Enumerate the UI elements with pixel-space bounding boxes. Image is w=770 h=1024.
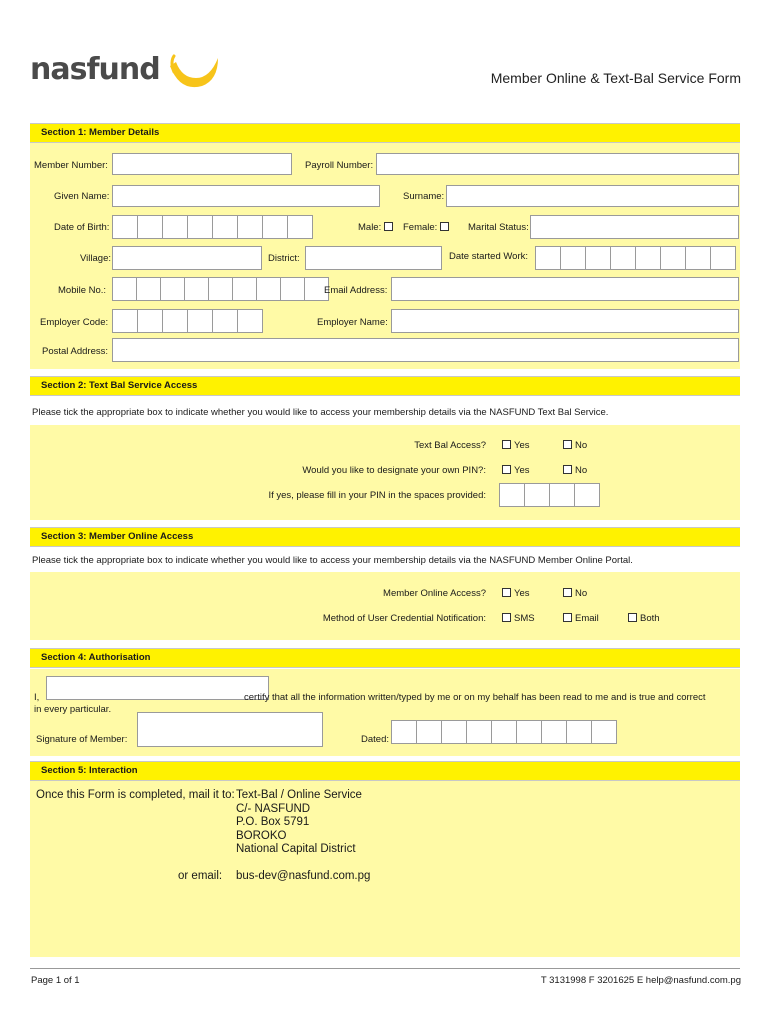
marital-status-field[interactable] bbox=[530, 215, 739, 239]
pin-no-option[interactable] bbox=[563, 465, 587, 476]
textbal-yes-option[interactable] bbox=[502, 440, 530, 451]
section3-title: Section 3: Member Online Access bbox=[41, 531, 194, 542]
textbal-no-checkbox[interactable] bbox=[563, 440, 572, 449]
payroll-number-label: Payroll Number: bbox=[305, 160, 374, 171]
online-no-option[interactable] bbox=[563, 588, 587, 599]
i-label: I, bbox=[34, 692, 40, 703]
section2-title: Section 2: Text Bal Service Access bbox=[41, 380, 198, 391]
pin-fill-label: If yes, please fill in your PIN in the spaces provided: bbox=[268, 490, 486, 501]
section1-title: Section 1: Member Details bbox=[41, 127, 160, 138]
section4-header bbox=[30, 648, 740, 668]
sms-option[interactable] bbox=[502, 613, 535, 624]
village-label: Village: bbox=[80, 253, 111, 264]
no-label: No bbox=[575, 440, 588, 451]
mail-instructions-label: Once this Form is completed, mail it to: bbox=[36, 789, 235, 801]
online-no-checkbox[interactable] bbox=[563, 588, 572, 597]
email-option-label: Email bbox=[575, 613, 599, 624]
given-name-field[interactable] bbox=[112, 185, 380, 207]
member-number-field[interactable] bbox=[112, 153, 292, 175]
section3-panel bbox=[30, 572, 740, 640]
dob-label: Date of Birth: bbox=[54, 222, 110, 233]
surname-field[interactable] bbox=[446, 185, 739, 207]
or-email-label: or email: bbox=[178, 870, 223, 882]
female-checkbox[interactable] bbox=[440, 222, 449, 231]
pin-yes-checkbox[interactable] bbox=[502, 465, 511, 474]
form-title: Member Online & Text-Bal Service Form bbox=[490, 70, 741, 86]
yes-label: Yes bbox=[514, 465, 530, 476]
yes-label: Yes bbox=[514, 440, 530, 451]
pin-no-checkbox[interactable] bbox=[563, 465, 572, 474]
mail-address bbox=[236, 789, 362, 857]
pin-cells[interactable] bbox=[499, 483, 599, 507]
pin-yes-option[interactable] bbox=[502, 465, 530, 476]
no-label: No bbox=[575, 465, 588, 476]
address-line: BOROKO bbox=[236, 829, 287, 842]
member-name-field[interactable] bbox=[46, 676, 269, 700]
section2-intro: Please tick the appropriate box to indicate whether you would like to access your membership details via the NASFUND Text Bal Service. bbox=[32, 407, 609, 418]
marital-status-label: Marital Status: bbox=[468, 222, 529, 233]
section3-header bbox=[30, 527, 740, 547]
female-label: Female: bbox=[403, 222, 438, 233]
both-label: Both bbox=[640, 613, 660, 624]
contact-email-link[interactable]: bus-dev@nasfund.com.pg bbox=[236, 870, 371, 882]
section5-panel bbox=[30, 781, 740, 957]
textbal-yes-checkbox[interactable] bbox=[502, 440, 511, 449]
employer-name-field[interactable] bbox=[391, 309, 739, 333]
male-label: Male: bbox=[358, 222, 382, 233]
credential-method-label: Method of User Credential Notification: bbox=[322, 613, 486, 624]
village-field[interactable] bbox=[112, 246, 262, 270]
postal-label: Postal Address: bbox=[42, 346, 109, 357]
signature-label: Signature of Member: bbox=[36, 734, 128, 745]
sms-checkbox[interactable] bbox=[502, 613, 511, 622]
dated-label: Dated: bbox=[361, 734, 389, 745]
online-yes-option[interactable] bbox=[502, 588, 530, 599]
payroll-number-field[interactable] bbox=[376, 153, 739, 175]
textbal-access-label: Text Bal Access? bbox=[414, 440, 486, 451]
section5-header bbox=[30, 761, 740, 781]
sun-icon bbox=[166, 52, 220, 92]
both-option[interactable] bbox=[628, 613, 660, 624]
signature-field[interactable] bbox=[137, 712, 323, 747]
address-line: P.O. Box 5791 bbox=[236, 816, 310, 828]
email-label: Email Address: bbox=[324, 285, 388, 296]
postal-field[interactable] bbox=[112, 338, 739, 362]
section4-panel bbox=[30, 669, 740, 756]
address-line: National Capital District bbox=[236, 843, 356, 855]
brand-logo-text: nasfund bbox=[30, 52, 160, 87]
dated-cells[interactable] bbox=[391, 720, 616, 744]
surname-label: Surname: bbox=[403, 191, 445, 202]
both-checkbox[interactable] bbox=[628, 613, 637, 622]
district-label: District: bbox=[268, 253, 300, 264]
date-started-cells[interactable] bbox=[535, 246, 735, 270]
online-yes-checkbox[interactable] bbox=[502, 588, 511, 597]
mobile-cells[interactable] bbox=[112, 277, 328, 301]
dob-cells[interactable] bbox=[112, 215, 312, 239]
email-checkbox[interactable] bbox=[563, 613, 572, 622]
district-field[interactable] bbox=[305, 246, 442, 270]
email-field[interactable] bbox=[391, 277, 739, 301]
male-checkbox[interactable] bbox=[384, 222, 393, 231]
footer-contact: T 3131998 F 3201625 E help@nasfund.com.pg bbox=[540, 975, 741, 986]
employer-code-cells[interactable] bbox=[112, 309, 262, 333]
textbal-no-option[interactable] bbox=[563, 440, 587, 451]
email-option[interactable] bbox=[563, 613, 599, 624]
no-label: No bbox=[575, 588, 588, 599]
member-number-label: Member Number: bbox=[34, 160, 108, 171]
mobile-label: Mobile No.: bbox=[58, 285, 107, 296]
section5-title: Section 5: Interaction bbox=[41, 765, 138, 776]
employer-code-label: Employer Code: bbox=[40, 317, 109, 328]
footer-divider bbox=[30, 968, 740, 969]
page-number: Page 1 of 1 bbox=[31, 975, 80, 986]
section2-header bbox=[30, 376, 740, 396]
section3-intro: Please tick the appropriate box to indicate whether you would like to access your membership details via the NASFUND Member Online Portal. bbox=[32, 555, 633, 566]
address-line: Text-Bal / Online Service bbox=[236, 789, 362, 801]
section4-title: Section 4: Authorisation bbox=[41, 652, 151, 663]
male-option[interactable] bbox=[358, 222, 396, 233]
given-name-label: Given Name: bbox=[54, 191, 110, 202]
section2-panel bbox=[30, 425, 740, 520]
employer-name-label: Employer Name: bbox=[317, 317, 388, 328]
female-option[interactable] bbox=[403, 222, 452, 233]
certify-text: certify that all the information written/typed by me or on my behalf has been read to me and is true and correct bbox=[244, 692, 706, 703]
section1-header bbox=[30, 123, 740, 143]
sms-label: SMS bbox=[514, 613, 535, 624]
designate-pin-label: Would you like to designate your own PIN?: bbox=[302, 465, 486, 476]
member-online-label: Member Online Access? bbox=[383, 588, 486, 599]
address-line: C/- NASFUND bbox=[236, 802, 311, 815]
particular-text: in every particular. bbox=[34, 704, 112, 715]
yes-label: Yes bbox=[514, 588, 530, 599]
date-started-label: Date started Work: bbox=[449, 251, 529, 262]
section1-panel bbox=[30, 143, 740, 369]
